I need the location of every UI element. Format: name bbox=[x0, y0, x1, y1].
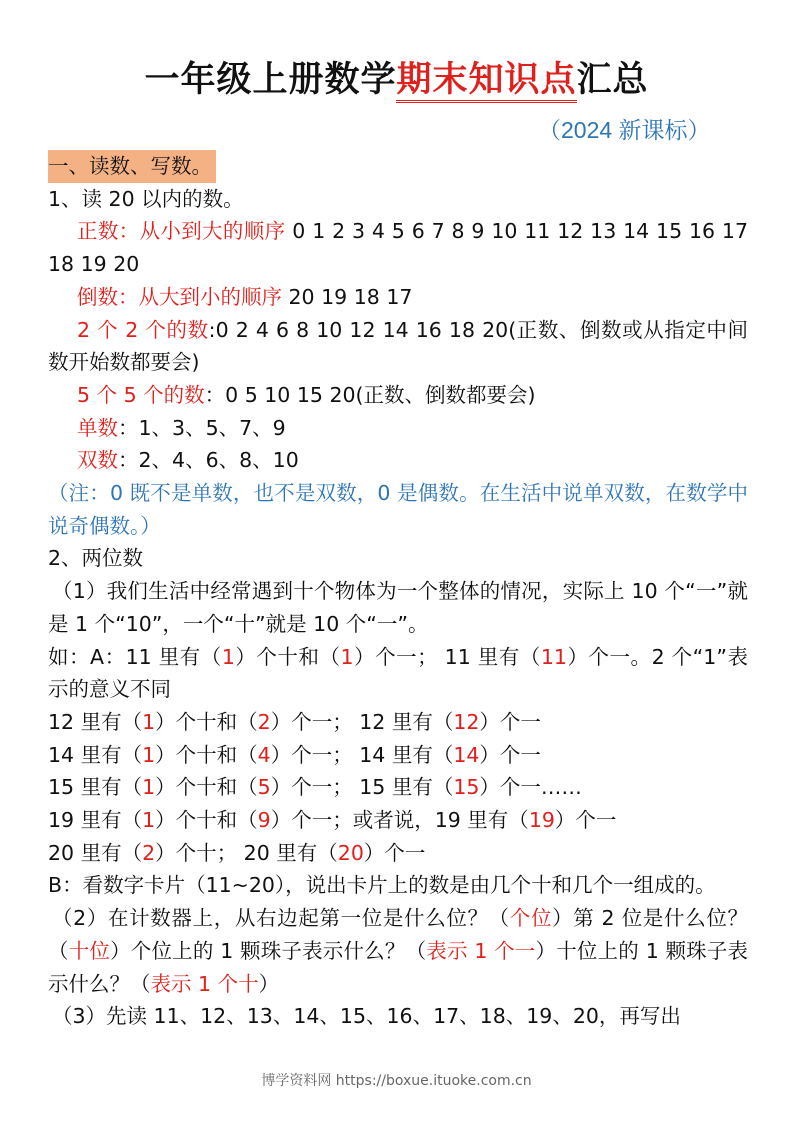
highlighted-text: 单数 bbox=[77, 415, 118, 440]
highlighted-text: 9 bbox=[257, 808, 271, 833]
highlighted-text: 12 bbox=[453, 709, 480, 734]
highlighted-text: 14 bbox=[453, 742, 480, 767]
highlighted-text: 11 bbox=[540, 644, 567, 669]
footer-watermark: 博学资料网 https://boxue.ituoke.com.cn bbox=[261, 1073, 532, 1089]
text: ）个一； 11 里有（ bbox=[353, 644, 541, 669]
text: ）个十和（ bbox=[234, 644, 341, 669]
text: ：0 5 10 15 20(正数、倒数都要会) bbox=[204, 382, 536, 407]
text: 12 里有（ bbox=[48, 709, 143, 734]
text: ）个一；或者说，19 里有（ bbox=[270, 808, 529, 833]
text: ）个十和（ bbox=[155, 808, 258, 833]
paragraph bbox=[48, 804, 748, 837]
text: ）个一 bbox=[363, 840, 426, 865]
text: B：看数字卡片（11~20），说出卡片上的数是由几个十和几个一组成的。 bbox=[48, 873, 716, 898]
text: （2）在计数器上，从右边起第一位是什么位？（ bbox=[52, 906, 510, 931]
text: 20 19 18 17 bbox=[282, 284, 413, 309]
highlighted-text: 1 bbox=[142, 742, 156, 767]
paragraph bbox=[48, 1000, 748, 1033]
page-title bbox=[0, 52, 793, 102]
title-highlight: 期末知识点 bbox=[396, 60, 576, 103]
title-part-1: 一年级上册数学 bbox=[144, 60, 397, 100]
text: 1、读 20 以内的数。 bbox=[48, 186, 244, 211]
highlighted-text: 个位 bbox=[509, 906, 553, 931]
text: 如：A：11 里有（ bbox=[48, 644, 222, 669]
paragraph bbox=[48, 412, 748, 445]
text: 14 里有（ bbox=[48, 742, 143, 767]
text: ：2、4、6、8、10 bbox=[118, 448, 299, 473]
text: ：1、3、5、7、9 bbox=[118, 415, 286, 440]
text: :0 2 4 6 8 10 12 14 16 18 20(正数、倒数或从指定中间数开始数都要会) bbox=[48, 317, 748, 375]
highlighted-text: 十位 bbox=[68, 938, 111, 963]
highlighted-text: 表示 1 个十 bbox=[150, 971, 259, 996]
text: （1）我们生活中经常遇到十个物体为一个整体的情况，实际上 10 个“一”就是 1 个“10”，一个“十”就是 10 个“一”。 bbox=[48, 579, 748, 636]
text: ）个十和（ bbox=[155, 709, 258, 734]
text: ） bbox=[258, 971, 280, 996]
highlighted-text: 1 bbox=[340, 644, 354, 669]
highlighted-text: 5 个 5 个的数 bbox=[77, 382, 205, 407]
section-heading-text: 一、读数、写数。 bbox=[48, 150, 216, 183]
text: ）个一； 14 里有（ bbox=[270, 742, 454, 767]
highlighted-text: 1 bbox=[142, 709, 156, 734]
text: ）第 2 位是什么位？（ bbox=[48, 906, 748, 963]
paragraph bbox=[48, 379, 748, 412]
note-text: （注：0 既不是单数，也不是双数，0 是偶数。在生活中说单双数，在数学中说奇偶数。） bbox=[48, 481, 748, 538]
text: ）个十和（ bbox=[155, 742, 258, 767]
title-part-2: 汇总 bbox=[576, 60, 649, 100]
paragraph bbox=[48, 739, 748, 772]
paragraph bbox=[48, 183, 748, 216]
highlighted-text: 15 bbox=[453, 775, 480, 800]
highlighted-text: 表示 1 个一 bbox=[426, 938, 536, 963]
paragraph bbox=[48, 477, 748, 542]
text: 0 1 2 3 4 5 6 7 8 9 10 11 12 13 14 15 16 17 18 19 20 bbox=[48, 219, 749, 277]
paragraph bbox=[48, 837, 748, 870]
text: 15 里有（ bbox=[48, 775, 143, 800]
paragraph bbox=[48, 641, 748, 706]
text: ）个一 bbox=[554, 808, 617, 833]
paragraph bbox=[48, 575, 748, 640]
paragraph bbox=[48, 902, 748, 1000]
highlighted-text: 5 bbox=[257, 775, 271, 800]
text: ）个十和（ bbox=[155, 775, 258, 800]
highlighted-text: 4 bbox=[257, 742, 271, 767]
text: ）个一 bbox=[479, 742, 541, 767]
paragraph bbox=[48, 771, 748, 804]
highlighted-text: 2 个 2 个的数 bbox=[77, 317, 209, 342]
highlighted-text: 1 bbox=[221, 644, 235, 669]
paragraph bbox=[48, 444, 748, 477]
highlighted-text: 2 bbox=[142, 840, 156, 865]
paragraph bbox=[48, 215, 748, 280]
paragraph bbox=[48, 281, 748, 314]
text: ）个一； 12 里有（ bbox=[270, 709, 454, 734]
text: ）十位上的 1 颗珠子表示什么？（ bbox=[48, 938, 749, 996]
subtitle: （2024 新课标） bbox=[538, 117, 711, 143]
paragraph bbox=[48, 706, 748, 739]
text: ）个一 bbox=[479, 709, 541, 734]
highlighted-text: 20 bbox=[337, 840, 364, 865]
text: ）个一…… bbox=[479, 775, 582, 800]
text: ）个一； 15 里有（ bbox=[270, 775, 454, 800]
text: 20 里有（ bbox=[48, 840, 143, 865]
highlighted-text: 2 bbox=[257, 709, 271, 734]
highlighted-text: 19 bbox=[528, 808, 555, 833]
text: ）个十； 20 里有（ bbox=[155, 840, 338, 865]
paragraph bbox=[48, 314, 748, 379]
section-heading bbox=[48, 150, 748, 183]
text: 19 里有（ bbox=[48, 808, 143, 833]
paragraph bbox=[48, 542, 748, 575]
highlighted-text: 1 bbox=[142, 775, 156, 800]
document-body bbox=[48, 150, 748, 1033]
text: ）个一。2 个“1”表示的意义不同 bbox=[48, 644, 748, 702]
text: （3）先读 11、12、13、14、15、16、17、18、19、20，再写出 bbox=[52, 1004, 681, 1029]
highlighted-text: 正数：从小到大的顺序 bbox=[77, 219, 286, 244]
highlighted-text: 倒数：从大到小的顺序 bbox=[77, 284, 282, 309]
highlighted-text: 双数 bbox=[77, 448, 118, 473]
text: 2、两位数 bbox=[48, 546, 144, 571]
text: ）个位上的 1 颗珠子表示什么？（ bbox=[110, 938, 427, 963]
paragraph bbox=[48, 869, 748, 902]
highlighted-text: 1 bbox=[142, 808, 156, 833]
